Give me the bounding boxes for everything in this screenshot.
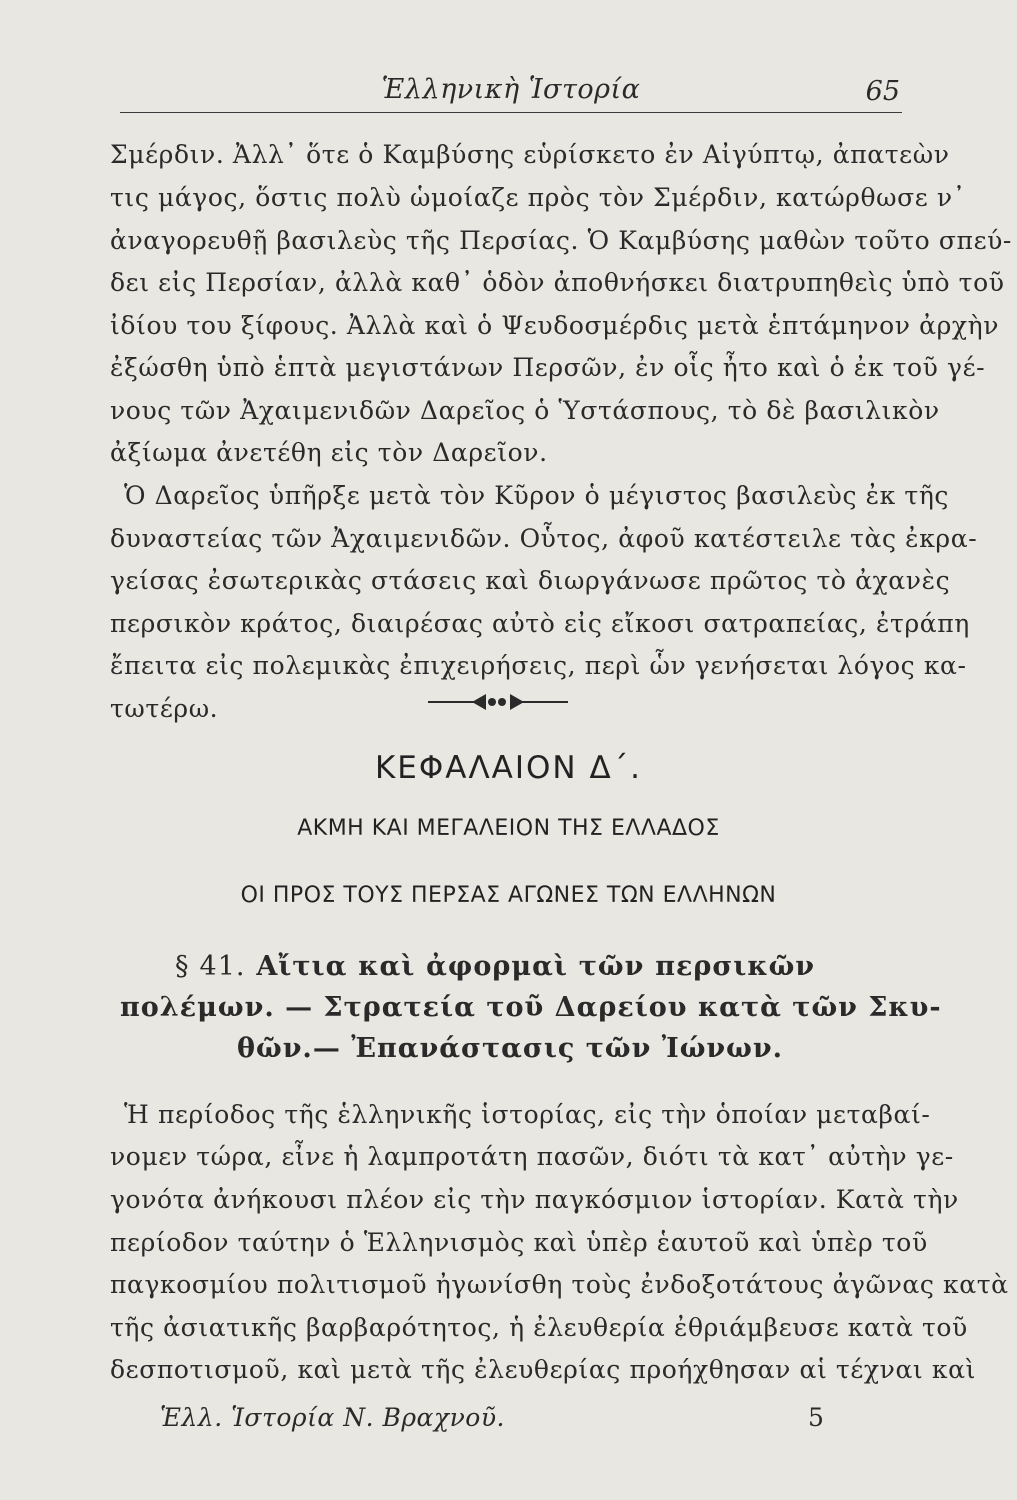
text-line: παγκοσμίου πολιτισμοῦ ἠγωνίσθη τοὺς ἐνδοξοτάτους ἀγῶνας κατὰ (110, 1270, 1009, 1299)
text-line: γείσας ἐσωτερικὰς στάσεις καὶ διωργάνωσε πρῶτος τὸ ἀχανὲς (110, 566, 951, 595)
text-line: ἀξίωμα ἀνετέθη εἰς τὸν Δαρεῖον. (110, 438, 548, 467)
ornament-divider (428, 688, 568, 716)
chapter-title: ΚΕΦΑΛΑΙΟΝ Δ΄. (374, 750, 643, 786)
footer-signature-number: 5 (808, 1403, 824, 1432)
text-line: νους τῶν Ἀχαιμενιδῶν Δαρεῖος ὁ Ὑστάσπους, τὸ δὲ βασιλικὸν (110, 396, 940, 425)
text-line: ἀναγορευθῇ βασιλεὺς τῆς Περσίας. Ὁ Καμβύσης μαθὼν τοῦτο σπεύ- (110, 226, 1012, 255)
running-title: Ἑλληνικὴ Ἱστορία (381, 74, 641, 105)
text-line: γονότα ἀνήκουσι πλέον εἰς τὴν παγκόσμιον ἱστορίαν. Κατὰ τὴν (110, 1185, 959, 1214)
text-line: δεσποτισμοῦ, καὶ μετὰ τῆς ἐλευθερίας προήχθησαν αἱ τέχναι καὶ (110, 1355, 976, 1384)
text-line: δυναστείας τῶν Ἀχαιμενιδῶν. Οὗτος, ἀφοῦ κατέστειλε τὰς ἐκρα- (110, 524, 978, 553)
footer-signature: Ἑλλ. Ἱστορία Ν. Βραχνοῦ. (160, 1403, 505, 1432)
text-line: νομεν τώρα, εἶνε ἡ λαμπροτάτη πασῶν, διότι τὰ κατ᾽ αὐτὴν γε- (110, 1142, 954, 1171)
section-title-line: πολέμων. — Στρατεία τοῦ Δαρείου κατὰ τῶν Σκυ- (120, 992, 942, 1023)
text-line: ἐξώσθη ὑπὸ ἑπτὰ μεγιστάνων Περσῶν, ἐν οἷς ἦτο καὶ ὁ ἐκ τοῦ γέ- (110, 353, 986, 382)
text-line: περσικὸν κράτος, διαιρέσας αὐτὸ εἰς εἴκοσι σατραπείας, ἐτράπη (110, 609, 970, 638)
text-line: Ἡ περίοδος τῆς ἑλληνικῆς ἱστορίας, εἰς τὴν ὁποίαν μεταβαί- (124, 1100, 931, 1129)
text-line: δει εἰς Περσίαν, ἀλλὰ καθ᾽ ὁδὸν ἀποθνήσκει διατρυπηθεὶς ὑπὸ τοῦ (110, 268, 1005, 297)
section-title-line (175, 951, 815, 982)
text-line: ἔπειτα εἰς πολεμικὰς ἐπιχειρήσεις, περὶ ὧν γενήσεται λόγος κα- (110, 651, 967, 680)
page-number: 65 (865, 76, 900, 107)
running-header (120, 72, 902, 113)
section-title-line: θῶν.— Ἐπανάστασις τῶν Ἰώνων. (236, 1033, 783, 1064)
text-line: ἰδίου του ξίφους. Ἀλλὰ καὶ ὁ Ψευδοσμέρδις μετὰ ἑπτάμηνον ἀρχὴν (110, 311, 1000, 340)
section-number: § 41. (175, 951, 246, 982)
text-line: τις μάγος, ὅστις πολὺ ὡμοίαζε πρὸς τὸν Σμέρδιν, κατώρθωσε ν᾽ (110, 183, 966, 212)
section-title-text: Αἴτια καὶ ἀφορμαὶ τῶν περσικῶν (256, 951, 816, 982)
text-line: τῆς ἀσιατικῆς βαρβαρότητος, ἡ ἐλευθερία ἐθριάμβευσε κατὰ τοῦ (110, 1313, 968, 1342)
text-line: Σμέρδιν. Ἀλλ᾽ ὅτε ὁ Καμβύσης εὑρίσκετο ἐν Αἰγύπτῳ, ἀπατεὼν (110, 140, 950, 169)
chapter-subheading: ΟΙ ΠΡΟΣ ΤΟΥΣ ΠΕΡΣΑΣ ΑΓΩΝΕΣ ΤΩΝ ΕΛΛΗΝΩΝ (240, 883, 777, 908)
chapter-subtitle: ΑΚΜΗ ΚΑΙ ΜΕΓΑΛΕΙΟΝ ΤΗΣ ΕΛΛΑΔΟΣ (297, 816, 720, 841)
text-line: τωτέρω. (110, 694, 219, 723)
text-line: Ὁ Δαρεῖος ὑπῆρξε μετὰ τὸν Κῦρον ὁ μέγιστος βασιλεὺς ἐκ τῆς (124, 481, 950, 510)
text-line: περίοδον ταύτην ὁ Ἑλληνισμὸς καὶ ὑπὲρ ἑαυτοῦ καὶ ὑπὲρ τοῦ (110, 1228, 928, 1257)
